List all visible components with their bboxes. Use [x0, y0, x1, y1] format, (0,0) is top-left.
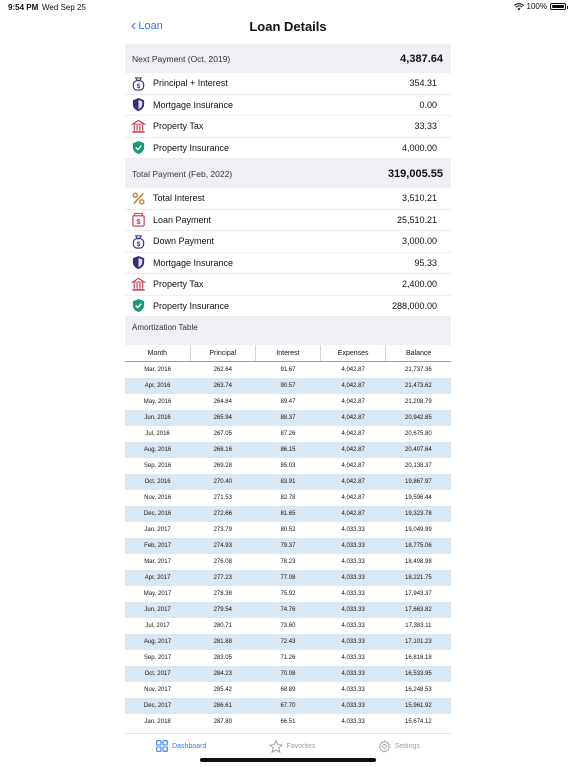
table-row	[125, 490, 451, 506]
row-left	[131, 234, 214, 249]
bank-icon	[131, 119, 146, 134]
row-label: Property Tax	[153, 279, 204, 290]
percent-icon	[131, 191, 146, 206]
table-cell: 272.66	[190, 506, 255, 522]
column-header: Interest	[255, 345, 320, 362]
table-cell: 79.37	[255, 538, 320, 554]
table-row	[125, 410, 451, 426]
column-header: Month	[125, 345, 190, 362]
table-cell: 19,867.97	[386, 474, 451, 490]
row-label: Mortgage Insurance	[153, 99, 234, 110]
row-label: Total Interest	[153, 193, 205, 204]
table-cell: 271.53	[213, 495, 232, 501]
table-cell: 4,033.33	[341, 655, 365, 661]
next-payment-row	[125, 138, 451, 160]
table-cell: 17,101.23	[386, 634, 451, 650]
table-cell: 4,042.87	[341, 463, 365, 469]
column-header: Balance	[386, 345, 451, 362]
table-cell: 4,033.33	[321, 538, 386, 554]
table-cell: May, 2016	[143, 399, 172, 405]
row-value: 0.00	[419, 99, 437, 110]
table-cell: Mar, 2016	[144, 367, 171, 373]
table-cell: 19,596.44	[405, 495, 432, 501]
table-row	[125, 586, 451, 602]
table-cell: 4,042.87	[341, 495, 365, 501]
table-cell: Nov, 2016	[144, 495, 172, 501]
table-row	[125, 698, 451, 714]
table-cell: 4,033.33	[341, 527, 365, 533]
table-cell: 73.60	[280, 623, 296, 629]
table-cell: 270.40	[190, 474, 255, 490]
table-cell: Feb, 2017	[125, 538, 190, 554]
row-left	[131, 191, 205, 206]
table-cell: 83.91	[255, 474, 320, 490]
row-label: Property Insurance	[153, 300, 230, 311]
home-indicator	[200, 758, 376, 762]
next-payment-row	[125, 73, 451, 95]
table-cell: 4,042.87	[341, 367, 365, 373]
table-cell: 274.93	[190, 538, 255, 554]
table-cell: 4,033.33	[321, 666, 386, 682]
table-cell: 87.26	[280, 431, 296, 437]
loan-details-content	[125, 44, 451, 730]
table-cell: Oct, 2017	[125, 666, 190, 682]
table-cell: 4,042.87	[341, 431, 365, 437]
table-cell: 4,042.87	[321, 506, 386, 522]
table-cell: 78.23	[280, 559, 296, 565]
total-payment-row	[125, 296, 451, 318]
table-cell: 16,818.18	[405, 655, 432, 661]
row-left	[131, 298, 229, 313]
row-left	[131, 255, 233, 270]
table-cell: 4,033.33	[341, 687, 365, 693]
table-cell: 21,737.36	[405, 367, 432, 373]
table-cell: Jan, 2017	[144, 527, 171, 533]
table-cell: 4,042.87	[321, 474, 386, 490]
next-payment-list	[125, 73, 451, 159]
next-payment-total: 4,387.64	[400, 52, 443, 65]
table-row	[125, 442, 451, 458]
table-cell: 88.37	[255, 410, 320, 426]
status-right	[514, 2, 566, 11]
table-cell: 18,221.75	[386, 570, 451, 586]
row-label: Loan Payment	[153, 214, 212, 225]
table-cell: 15,961.92	[386, 698, 451, 714]
table-cell: 276.08	[213, 559, 232, 565]
table-cell: 264.84	[213, 399, 232, 405]
table-row	[125, 522, 451, 538]
table-cell: 4,033.33	[321, 634, 386, 650]
table-cell: 284.23	[190, 666, 255, 682]
table-cell: 280.71	[213, 623, 232, 629]
nav-bar	[125, 14, 451, 42]
tab-label: Dashboard	[172, 742, 207, 750]
table-row	[125, 538, 451, 554]
table-cell: 4,033.33	[321, 570, 386, 586]
money-bag-icon	[131, 234, 146, 249]
table-cell: May, 2017	[143, 591, 172, 597]
chevron-left-icon: ‹	[131, 17, 137, 34]
table-cell: 20,138.37	[405, 463, 432, 469]
total-payment-row	[125, 253, 451, 275]
table-cell: 16,533.95	[386, 666, 451, 682]
table-cell: 80.52	[280, 527, 296, 533]
table-cell: 265.94	[190, 410, 255, 426]
svg-text:$: $	[136, 240, 141, 248]
table-cell: 15,674.12	[405, 719, 432, 725]
table-row	[125, 682, 451, 698]
row-value: 4,000.00	[401, 142, 437, 153]
row-value: 33.33	[414, 121, 437, 132]
bank-icon	[131, 277, 146, 292]
battery-percent: 100%	[526, 2, 547, 11]
row-label: Property Insurance	[153, 142, 230, 153]
table-cell: 74.76	[255, 602, 320, 618]
table-cell: 19,323.78	[386, 506, 451, 522]
column-header: Expenses	[321, 345, 386, 362]
money-bag-icon	[131, 76, 146, 91]
table-cell: 81.65	[255, 506, 320, 522]
table-cell: 77.08	[255, 570, 320, 586]
table-row	[125, 426, 451, 442]
total-payment-row	[125, 231, 451, 253]
row-left	[131, 277, 203, 292]
shield-icon	[131, 97, 146, 112]
table-cell: Mar, 2017	[144, 559, 171, 565]
row-left	[131, 119, 203, 134]
table-cell: 279.54	[190, 602, 255, 618]
row-value: 354.31	[409, 78, 437, 89]
shield-check-icon	[131, 298, 146, 313]
table-cell: 4,033.33	[321, 602, 386, 618]
table-cell: 4,033.33	[321, 698, 386, 714]
table-cell: 67.70	[255, 698, 320, 714]
table-cell: Jun, 2016	[125, 410, 190, 426]
tab-dashboard[interactable]	[156, 740, 206, 752]
table-row	[125, 458, 451, 474]
table-cell: Jan, 2018	[144, 719, 171, 725]
table-cell: 19,049.99	[405, 527, 432, 533]
svg-text:$: $	[136, 217, 141, 227]
wifi-icon	[514, 3, 524, 11]
table-header-row	[125, 345, 451, 362]
star-icon	[269, 740, 283, 753]
table-cell: Dec, 2017	[125, 698, 190, 714]
table-cell: Sep, 2016	[143, 463, 172, 469]
row-value: 3,510.21	[401, 193, 437, 204]
total-payment-header	[125, 159, 451, 188]
table-cell: 277.23	[190, 570, 255, 586]
table-row	[125, 634, 451, 650]
row-left	[131, 76, 228, 91]
table-cell: 85.03	[280, 463, 296, 469]
table-cell: 71.26	[280, 655, 296, 661]
table-body	[125, 362, 451, 731]
table-cell: Aug, 2017	[125, 634, 190, 650]
row-label: Mortgage Insurance	[153, 257, 234, 268]
table-row	[125, 378, 451, 394]
row-value: 2,400.00	[401, 279, 437, 290]
table-cell: 286.61	[190, 698, 255, 714]
table-row	[125, 554, 451, 570]
table-cell: 269.28	[213, 463, 232, 469]
total-payment-row	[125, 210, 451, 232]
row-value: 95.33	[414, 257, 437, 268]
total-payment-list	[125, 188, 451, 317]
next-payment-header	[125, 44, 451, 73]
table-cell: 68.89	[280, 687, 296, 693]
total-payment-total: 319,005.55	[387, 167, 443, 180]
table-cell: 70.08	[255, 666, 320, 682]
total-payment-label: Total Payment (Feb, 2022)	[132, 168, 233, 179]
invoice-icon	[131, 212, 146, 227]
next-payment-row	[125, 95, 451, 117]
table-cell: 20,407.64	[386, 442, 451, 458]
row-left	[131, 212, 211, 227]
row-label: Property Tax	[153, 121, 204, 132]
table-row	[125, 394, 451, 410]
row-value: 25,510.21	[396, 214, 437, 225]
table-cell: 91.67	[280, 367, 296, 373]
tab-settings[interactable]	[378, 740, 420, 753]
table-cell: 86.15	[255, 442, 320, 458]
table-cell: 66.51	[280, 719, 296, 725]
table-cell: Apr, 2017	[125, 570, 190, 586]
table-cell: 4,033.33	[341, 719, 365, 725]
next-payment-label: Next Payment (Oct, 2019)	[132, 53, 231, 64]
table-row	[125, 666, 451, 682]
table-cell: 273.79	[213, 527, 232, 533]
table-cell: 4,042.87	[341, 399, 365, 405]
table-cell: 287.80	[213, 719, 232, 725]
amortization-table	[125, 345, 451, 730]
table-cell: 4,033.33	[341, 623, 365, 629]
status-time: 9:54 PM	[8, 3, 39, 12]
table-row	[125, 650, 451, 666]
table-cell: 21,208.79	[405, 399, 432, 405]
total-payment-row	[125, 274, 451, 296]
table-row	[125, 714, 451, 730]
page-title: Loan Details	[249, 19, 327, 34]
table-cell: 267.05	[213, 431, 232, 437]
table-cell: 263.74	[190, 378, 255, 394]
table-cell: 16,248.53	[405, 687, 432, 693]
back-label: Loan	[138, 20, 163, 32]
table-cell: 268.16	[190, 442, 255, 458]
grid-icon	[156, 740, 168, 752]
table-cell: 278.38	[213, 591, 232, 597]
row-label: Principal + Interest	[153, 78, 228, 89]
table-cell: 285.42	[213, 687, 232, 693]
table-cell: 17,663.82	[386, 602, 451, 618]
table-cell: 17,383.11	[405, 623, 432, 629]
table-cell: Jun, 2017	[125, 602, 190, 618]
table-cell: 4,042.87	[321, 442, 386, 458]
table-cell: Oct, 2016	[125, 474, 190, 490]
table-cell: 4,033.33	[341, 591, 365, 597]
column-header: Principal	[190, 345, 255, 362]
table-row	[125, 602, 451, 618]
tab-label: Settings	[394, 742, 420, 750]
battery-icon	[550, 3, 566, 10]
table-cell: Sep, 2017	[143, 655, 172, 661]
table-cell: 89.47	[280, 399, 296, 405]
table-cell: 283.05	[213, 655, 232, 661]
table-cell: 18,775.06	[386, 538, 451, 554]
table-cell: 281.88	[190, 634, 255, 650]
table-cell: Dec, 2016	[125, 506, 190, 522]
table-row	[125, 570, 451, 586]
shield-check-icon	[131, 140, 146, 155]
table-cell: Apr, 2016	[125, 378, 190, 394]
tab-label: Favorites	[286, 742, 316, 750]
table-cell: 4,042.87	[321, 410, 386, 426]
table-row	[125, 618, 451, 634]
table-cell: 262.64	[213, 367, 232, 373]
row-value: 288,000.00	[391, 300, 437, 311]
table-cell: Aug, 2016	[125, 442, 190, 458]
table-cell: 21,473.62	[386, 378, 451, 394]
total-payment-row	[125, 188, 451, 210]
table-cell: Nov, 2017	[144, 687, 172, 693]
table-row	[125, 362, 451, 379]
next-payment-row	[125, 116, 451, 138]
table-row	[125, 474, 451, 490]
status-bar	[0, 0, 576, 14]
table-cell: 90.57	[255, 378, 320, 394]
table-cell: 4,042.87	[321, 378, 386, 394]
row-value: 3,000.00	[401, 236, 437, 247]
table-cell: 20,675.80	[405, 431, 432, 437]
table-row	[125, 506, 451, 522]
table-cell: 82.78	[280, 495, 296, 501]
shield-icon	[131, 255, 146, 270]
row-left	[131, 97, 233, 112]
row-left	[131, 140, 229, 155]
amortization-header: Amortization Table	[125, 317, 451, 345]
svg-text:$: $	[136, 82, 141, 90]
table-cell: 18,498.98	[405, 559, 432, 565]
table-cell: 72.43	[255, 634, 320, 650]
table-cell: 4,033.33	[341, 559, 365, 565]
tab-bar	[125, 733, 451, 758]
tab-favorites[interactable]	[269, 740, 316, 753]
table-cell: Jul, 2017	[145, 623, 170, 629]
table-cell: 17,943.37	[405, 591, 432, 597]
status-date: Wed Sep 25	[42, 3, 86, 12]
table-cell: 20,942.85	[386, 410, 451, 426]
table-cell: 75.92	[280, 591, 296, 597]
row-label: Down Payment	[153, 236, 215, 247]
table-cell: Jul, 2016	[145, 431, 170, 437]
gear-icon	[378, 740, 391, 753]
